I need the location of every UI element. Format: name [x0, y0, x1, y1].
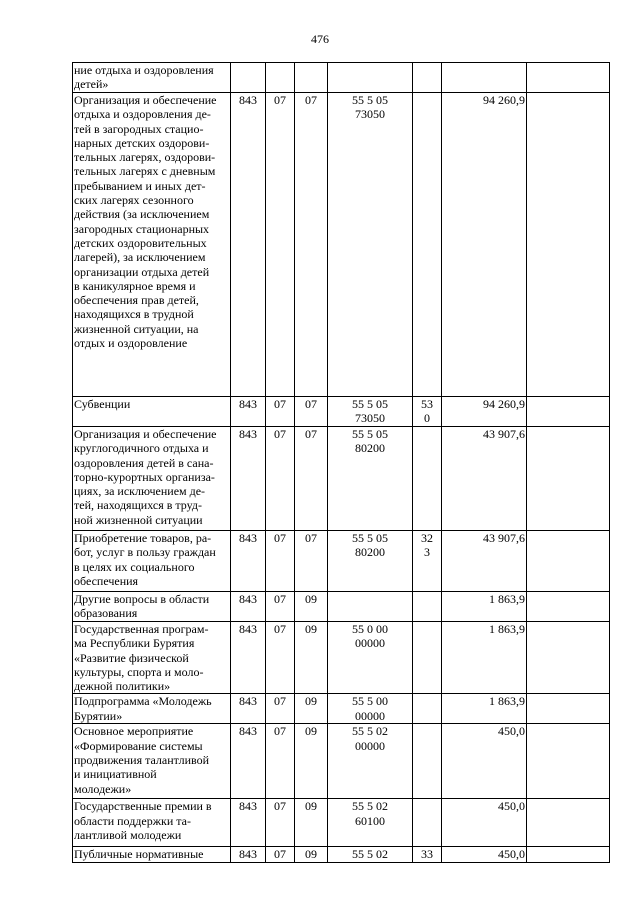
section-code-cell — [266, 63, 295, 93]
expense-type-cell — [413, 427, 442, 531]
ministry-code-cell: 843 — [231, 799, 266, 847]
ministry-code-cell: 843 — [231, 592, 266, 622]
subsection-code-cell: 09 — [295, 592, 328, 622]
page-number: 476 — [311, 32, 329, 46]
extra-cell — [527, 592, 610, 622]
target-article-cell: 55 5 05 73050 — [328, 93, 413, 397]
extra-cell — [527, 93, 610, 397]
extra-cell — [527, 427, 610, 531]
table-row — [73, 622, 610, 694]
ministry-code-cell: 843 — [231, 724, 266, 799]
subsection-code-cell: 07 — [295, 427, 328, 531]
row-name-cell: Государственные премии в области поддержки та- лантливой молодежи — [73, 799, 231, 847]
amount-cell: 94 260,9 — [442, 397, 527, 427]
row-name-cell: Организация и обеспечение отдыха и оздоровления де- тей в загородных стацио- нарных детских оздорови- тельных лагерях, оздорови- тельных лагерях с дневным пребыванием и иных дет- ских лагерях сезонного действия (за исключением загородных стационарных детских оздоровительных лагерей), за исключением организации отдыха детей в каникулярное время и обеспечения прав детей, находящихся в трудной жизненной ситуации, на отдых и оздоровление — [73, 93, 231, 397]
amount-cell: 94 260,9 — [442, 93, 527, 397]
ministry-code-cell: 843 — [231, 622, 266, 694]
target-article-cell: 55 5 02 — [328, 847, 413, 863]
subsection-code-cell: 09 — [295, 724, 328, 799]
amount-cell: 450,0 — [442, 724, 527, 799]
expense-type-cell — [413, 63, 442, 93]
ministry-code-cell: 843 — [231, 427, 266, 531]
table-row — [73, 397, 610, 427]
target-article-cell: 55 0 00 00000 — [328, 622, 413, 694]
expense-type-cell — [413, 592, 442, 622]
expense-type-cell: 53 0 — [413, 397, 442, 427]
target-article-cell: 55 5 05 80200 — [328, 531, 413, 592]
section-code-cell: 07 — [266, 397, 295, 427]
extra-cell — [527, 397, 610, 427]
section-code-cell: 07 — [266, 531, 295, 592]
section-code-cell: 07 — [266, 724, 295, 799]
section-code-cell: 07 — [266, 847, 295, 863]
target-article-cell: 55 5 05 73050 — [328, 397, 413, 427]
table-row — [73, 799, 610, 847]
section-code-cell: 07 — [266, 93, 295, 397]
table-body — [73, 63, 610, 863]
table-row — [73, 847, 610, 863]
row-name-cell: Организация и обеспечение круглогодичного отдыха и оздоровления детей в сана- торно-курортных организа- циях, за исключением де- тей, находящихся в труд- ной жизненной ситуации — [73, 427, 231, 531]
section-code-cell: 07 — [266, 694, 295, 724]
row-name-cell: Приобретение товаров, ра- бот, услуг в пользу граждан в целях их социального обеспечения — [73, 531, 231, 592]
target-article-cell: 55 5 00 00000 — [328, 694, 413, 724]
expense-type-cell: 33 — [413, 847, 442, 863]
subsection-code-cell: 09 — [295, 799, 328, 847]
extra-cell — [527, 724, 610, 799]
expense-type-cell — [413, 694, 442, 724]
target-article-cell: 55 5 02 60100 — [328, 799, 413, 847]
section-code-cell: 07 — [266, 427, 295, 531]
expense-type-cell — [413, 93, 442, 397]
section-code-cell: 07 — [266, 622, 295, 694]
table-row — [73, 531, 610, 592]
amount-cell: 450,0 — [442, 799, 527, 847]
subsection-code-cell — [295, 63, 328, 93]
extra-cell — [527, 531, 610, 592]
amount-cell: 1 863,9 — [442, 622, 527, 694]
subsection-code-cell: 09 — [295, 694, 328, 724]
amount-cell — [442, 63, 527, 93]
row-name-cell: Подпрограмма «Молодежь Бурятии» — [73, 694, 231, 724]
row-name-cell: Публичные нормативные — [73, 847, 231, 863]
extra-cell — [527, 847, 610, 863]
table-row — [73, 694, 610, 724]
target-article-cell — [328, 63, 413, 93]
subsection-code-cell: 07 — [295, 397, 328, 427]
amount-cell: 43 907,6 — [442, 531, 527, 592]
table-row — [73, 592, 610, 622]
target-article-cell — [328, 592, 413, 622]
expense-type-cell: 32 3 — [413, 531, 442, 592]
ministry-code-cell: 843 — [231, 531, 266, 592]
extra-cell — [527, 799, 610, 847]
subsection-code-cell: 07 — [295, 531, 328, 592]
expense-type-cell — [413, 622, 442, 694]
subsection-code-cell: 09 — [295, 622, 328, 694]
subsection-code-cell: 07 — [295, 93, 328, 397]
row-name-cell: Основное мероприятие «Формирование системы продвижения талантливой и инициативной молодежи» — [73, 724, 231, 799]
ministry-code-cell: 843 — [231, 694, 266, 724]
row-name-cell: Другие вопросы в области образования — [73, 592, 231, 622]
ministry-code-cell — [231, 63, 266, 93]
expense-type-cell — [413, 724, 442, 799]
row-name-cell: Субвенции — [73, 397, 231, 427]
row-name-cell: Государственная програм- ма Республики Бурятия «Развитие физической культуры, спорта и моло- дежной политики» — [73, 622, 231, 694]
table-row — [73, 724, 610, 799]
amount-cell: 1 863,9 — [442, 694, 527, 724]
amount-cell: 1 863,9 — [442, 592, 527, 622]
subsection-code-cell: 09 — [295, 847, 328, 863]
table-row — [73, 427, 610, 531]
table-row — [73, 93, 610, 397]
amount-cell: 450,0 — [442, 847, 527, 863]
table-row — [73, 63, 610, 93]
ministry-code-cell: 843 — [231, 93, 266, 397]
amount-cell: 43 907,6 — [442, 427, 527, 531]
extra-cell — [527, 622, 610, 694]
extra-cell — [527, 63, 610, 93]
extra-cell — [527, 694, 610, 724]
budget-table — [72, 62, 610, 863]
row-name-cell: ние отдыха и оздоровления детей» — [73, 63, 231, 93]
ministry-code-cell: 843 — [231, 397, 266, 427]
target-article-cell: 55 5 05 80200 — [328, 427, 413, 531]
expense-type-cell — [413, 799, 442, 847]
section-code-cell: 07 — [266, 799, 295, 847]
ministry-code-cell: 843 — [231, 847, 266, 863]
section-code-cell: 07 — [266, 592, 295, 622]
target-article-cell: 55 5 02 00000 — [328, 724, 413, 799]
